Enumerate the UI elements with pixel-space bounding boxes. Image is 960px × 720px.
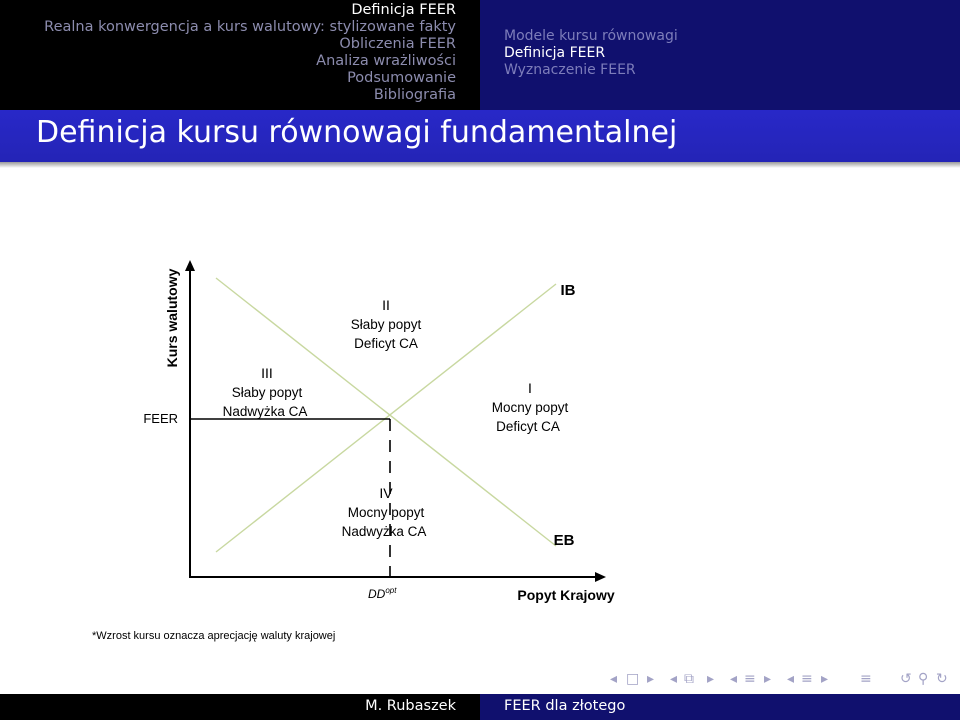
subsection-prev-icon[interactable]: ◂ bbox=[670, 671, 678, 687]
subsection-link-definicja[interactable]: Definicja FEER bbox=[504, 45, 606, 61]
section-link-obliczenia-feer[interactable]: Obliczenia FEER bbox=[339, 36, 456, 52]
section-icon[interactable]: ≡ bbox=[744, 671, 756, 687]
search-back-icon[interactable]: ↺ bbox=[900, 671, 912, 687]
region-2-numeral: II bbox=[382, 297, 390, 313]
region-3-ca: Nadwyżka CA bbox=[222, 404, 308, 419]
search-icon[interactable]: ⚲ bbox=[918, 671, 929, 687]
section-link-definicja-feer[interactable]: Definicja FEER bbox=[351, 2, 456, 18]
footer-title-panel bbox=[480, 694, 960, 720]
footer-author-panel bbox=[0, 694, 480, 720]
subsection-link-wyznaczenie[interactable]: Wyznaczenie FEER bbox=[504, 62, 636, 78]
search-forward-icon[interactable]: ↻ bbox=[936, 671, 948, 687]
section-link-analiza-wrazliwosci[interactable]: Analiza wrażliwości bbox=[316, 53, 456, 69]
region-1-demand: Mocny popyt bbox=[491, 400, 569, 415]
document-icon[interactable]: ≡ bbox=[801, 671, 813, 687]
document-prev-icon[interactable]: ◂ bbox=[787, 671, 795, 687]
diagram-footnote: *Wzrost kursu oznacza aprecjację waluty krajowej bbox=[92, 630, 336, 642]
feer-label: FEER bbox=[143, 411, 178, 426]
frame-title: Definicja kursu równowagi fundamentalnej bbox=[36, 115, 678, 150]
frame-prev-icon[interactable]: ◂ bbox=[610, 671, 618, 687]
subsection-icon[interactable]: ⧉ bbox=[684, 671, 694, 687]
section-next-icon[interactable]: ▸ bbox=[764, 671, 772, 687]
footer-title: FEER dla złotego bbox=[504, 698, 626, 714]
section-link-stylizowane-fakty[interactable]: Realna konwergencja a kurs walutowy: stylizowane fakty bbox=[44, 19, 456, 35]
region-4-ca: Nadwyżka CA bbox=[341, 524, 427, 539]
region-2-ca: Deficyt CA bbox=[354, 336, 418, 351]
section-link-podsumowanie[interactable]: Podsumowanie bbox=[347, 70, 456, 86]
frame-next-icon[interactable]: ▸ bbox=[647, 671, 655, 687]
eb-curve-label: EB bbox=[553, 532, 575, 549]
region-1-ca: Deficyt CA bbox=[496, 419, 560, 434]
dd-opt-label: $DD^{opt}$ bbox=[368, 586, 397, 601]
section-link-bibliografia[interactable]: Bibliografia bbox=[373, 87, 456, 103]
region-3-numeral: III bbox=[261, 365, 273, 381]
appendix-icon[interactable]: ≡ bbox=[860, 671, 872, 687]
x-axis-label: Popyt Krajowy bbox=[517, 587, 615, 603]
ib-curve-label: IB bbox=[560, 282, 576, 299]
region-3-demand: Słaby popyt bbox=[231, 385, 303, 400]
y-axis-label: Kurs walutowy bbox=[164, 268, 180, 368]
subsection-next-icon[interactable]: ▸ bbox=[707, 671, 715, 687]
region-2-demand: Słaby popyt bbox=[350, 317, 422, 332]
frame-icon[interactable]: □ bbox=[626, 671, 640, 687]
x-axis-arrow bbox=[595, 572, 606, 582]
region-4-demand: Mocny popyt bbox=[347, 505, 425, 520]
region-1-numeral: I bbox=[528, 380, 532, 396]
document-next-icon[interactable]: ▸ bbox=[821, 671, 829, 687]
region-4-numeral: IV bbox=[379, 485, 393, 501]
section-prev-icon[interactable]: ◂ bbox=[730, 671, 738, 687]
subsection-link-modele[interactable]: Modele kursu równowagi bbox=[504, 28, 678, 44]
y-axis-arrow bbox=[185, 260, 195, 271]
footer-author: M. Rubaszek bbox=[365, 698, 456, 714]
